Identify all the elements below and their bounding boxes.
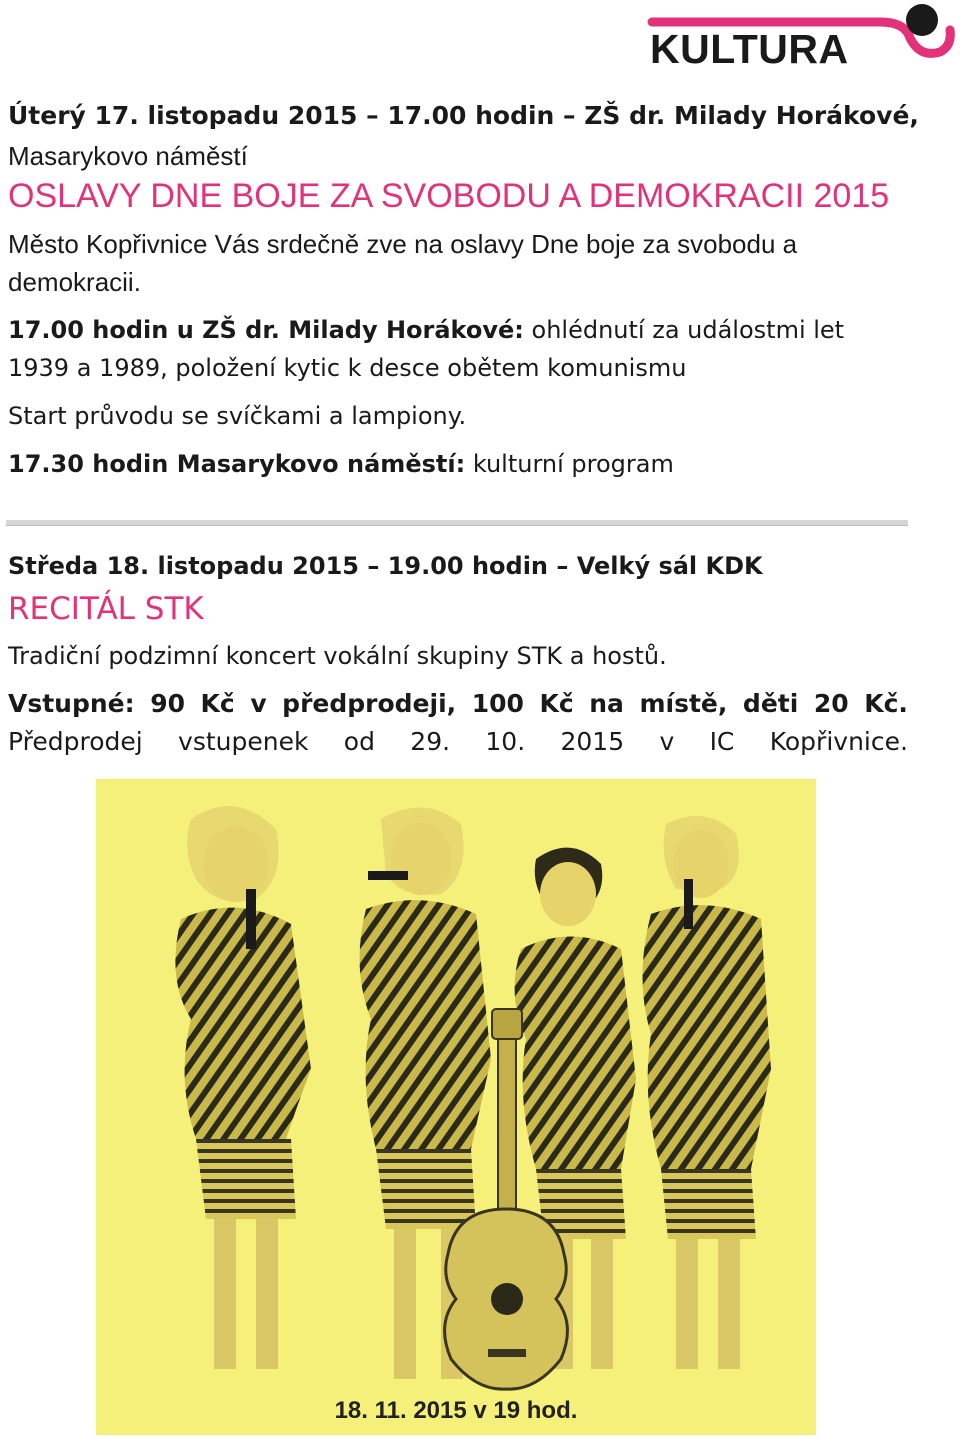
- price-word: 90: [150, 689, 185, 718]
- event2-presale-line: [8, 724, 908, 760]
- presale-word: 29.: [410, 727, 451, 756]
- presale-word: Předprodej: [8, 727, 143, 756]
- event1-intro-line: Město Kopřivnice Vás srdečně zve na oslavy Dne boje za svobodu a: [8, 229, 798, 259]
- event1-date-line: Úterý 17. listopadu 2015 – 17.00 hodin – ZŠ dr. Milady Horákové,: [8, 101, 919, 130]
- price-word: předprodeji,: [282, 689, 457, 718]
- presale-word: v: [659, 727, 675, 756]
- presale-word: 10.: [485, 727, 526, 756]
- event2-date-line: Středa 18. listopadu 2015 – 19.00 hodin – Velký sál KDK: [8, 552, 763, 580]
- event1-item2: Start průvodu se svíčkami a lampiony.: [8, 402, 467, 430]
- logo-text: KULTURA: [650, 26, 849, 72]
- singer-figure: [175, 806, 311, 1369]
- price-word: 20: [813, 689, 849, 718]
- price-word: 100: [471, 689, 524, 718]
- price-word: Kč.: [864, 689, 908, 718]
- event2-title: RECITÁL STK: [8, 591, 204, 627]
- singer-figure: [643, 816, 772, 1369]
- item1-text: ohlédnutí za událostmi let: [531, 316, 845, 344]
- event1-item3: [8, 446, 674, 482]
- section-divider: [6, 520, 908, 526]
- price-word: místě,: [639, 689, 728, 718]
- price-word: Kč: [200, 689, 235, 718]
- price-word: Vstupné:: [8, 689, 135, 718]
- event1-venue-line: Masarykovo náměstí: [8, 141, 248, 171]
- price-word: Kč: [539, 689, 574, 718]
- price-word: v: [250, 689, 267, 718]
- event1-title: OSLAVY DNE BOJE ZA SVOBODU A DEMOKRACII 2015: [8, 177, 890, 215]
- event1-item1-cont: 1939 a 1989, položení kytic k desce obětem komunismu: [8, 354, 687, 382]
- event1-intro-line-2: demokracii.: [8, 267, 141, 297]
- item1-time: 17.00 hodin u ZŠ dr. Milady Horákové:: [8, 316, 524, 344]
- event1-item1: [8, 312, 844, 348]
- price-word: na: [589, 689, 624, 718]
- event2-description: Tradiční podzimní koncert vokální skupiny STK a hostů.: [8, 642, 667, 670]
- presale-word: Kopřivnice.: [769, 727, 908, 756]
- price-word: děti: [742, 689, 799, 718]
- presale-word: 2015: [560, 727, 625, 756]
- poster-caption: 18. 11. 2015 v 19 hod.: [334, 1397, 578, 1424]
- presale-word: od: [343, 727, 375, 756]
- presale-word: IC: [709, 727, 735, 756]
- kultura-logo: [640, 0, 960, 80]
- item3-time: 17.30 hodin Masarykovo náměstí:: [8, 450, 466, 478]
- item3-text: kulturní program: [472, 450, 674, 478]
- presale-word: vstupenek: [178, 727, 309, 756]
- concert-poster: [96, 779, 816, 1435]
- event2-price-line: [8, 686, 908, 722]
- singers-illustration: [96, 779, 816, 1435]
